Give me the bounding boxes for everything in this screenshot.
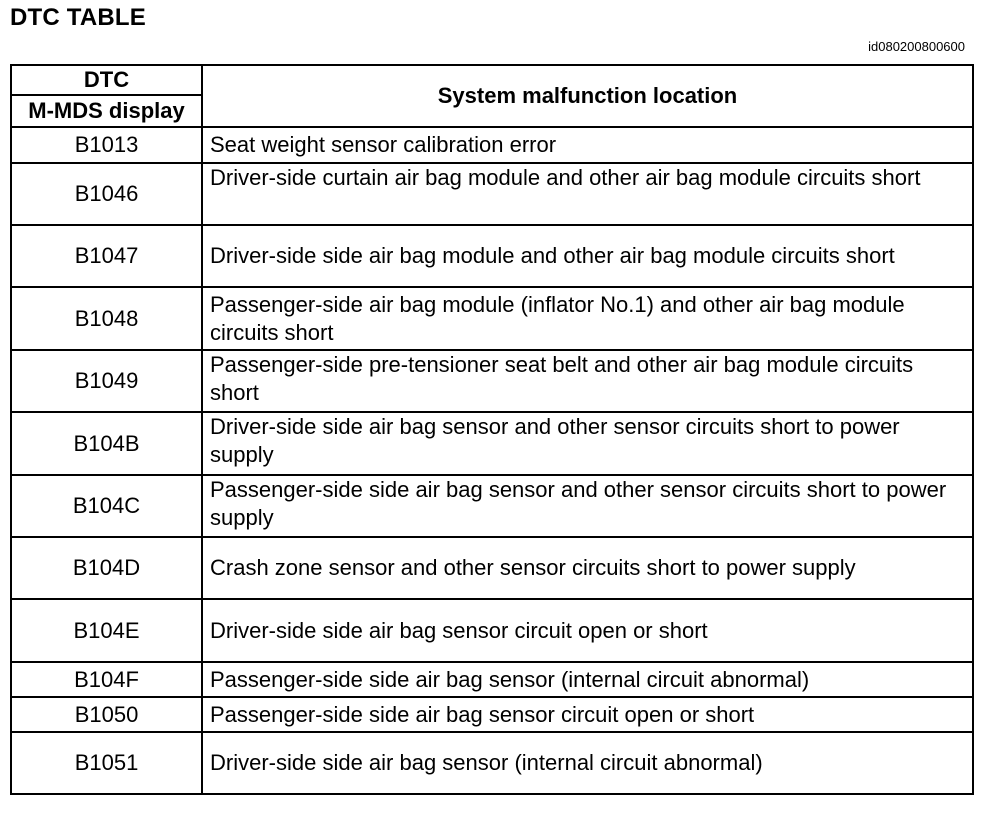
malfunction-location: Driver-side side air bag sensor (internal circuit abnormal) xyxy=(202,732,973,794)
table-row xyxy=(11,127,973,163)
page-title: DTC TABLE xyxy=(10,4,147,31)
dtc-code: B1049 xyxy=(11,350,202,412)
dtc-code: B1048 xyxy=(11,287,202,350)
table-row xyxy=(11,599,973,662)
dtc-code: B1051 xyxy=(11,732,202,794)
table-row xyxy=(11,537,973,599)
dtc-code: B1046 xyxy=(11,163,202,225)
malfunction-location: Passenger-side side air bag sensor and other sensor circuits short to power supply xyxy=(202,475,973,537)
malfunction-location: Passenger-side side air bag sensor circuit open or short xyxy=(202,697,973,732)
table-row xyxy=(11,225,973,287)
dtc-code: B1047 xyxy=(11,225,202,287)
dtc-code: B104C xyxy=(11,475,202,537)
table-header xyxy=(11,65,973,127)
dtc-code: B1050 xyxy=(11,697,202,732)
malfunction-location: Passenger-side air bag module (inflator No.1) and other air bag module circuits short xyxy=(202,287,973,350)
table-row xyxy=(11,697,973,732)
dtc-code: B1013 xyxy=(11,127,202,163)
malfunction-location: Driver-side side air bag module and other air bag module circuits short xyxy=(202,225,973,287)
table-row xyxy=(11,662,973,697)
table-row xyxy=(11,350,973,412)
header-dtc: DTC xyxy=(11,65,202,95)
document-id: id080200800600 xyxy=(868,39,965,54)
table-row xyxy=(11,163,973,225)
table-row xyxy=(11,475,973,537)
table-row xyxy=(11,732,973,794)
dtc-code: B104E xyxy=(11,599,202,662)
malfunction-location: Driver-side side air bag sensor circuit open or short xyxy=(202,599,973,662)
dtc-table xyxy=(10,64,974,795)
table-row xyxy=(11,412,973,475)
malfunction-location: Seat weight sensor calibration error xyxy=(202,127,973,163)
header-mmds-display: M-MDS display xyxy=(11,95,202,127)
malfunction-location: Passenger-side pre-tensioner seat belt and other air bag module circuits short xyxy=(202,350,973,412)
dtc-code: B104D xyxy=(11,537,202,599)
table-row xyxy=(11,287,973,350)
malfunction-location: Driver-side side air bag sensor and other sensor circuits short to power supply xyxy=(202,412,973,475)
dtc-code: B104F xyxy=(11,662,202,697)
dtc-code: B104B xyxy=(11,412,202,475)
malfunction-location: Crash zone sensor and other sensor circuits short to power supply xyxy=(202,537,973,599)
malfunction-location: Driver-side curtain air bag module and other air bag module circuits short xyxy=(202,163,973,225)
header-system-malfunction-location: System malfunction location xyxy=(202,65,973,127)
malfunction-location: Passenger-side side air bag sensor (internal circuit abnormal) xyxy=(202,662,973,697)
